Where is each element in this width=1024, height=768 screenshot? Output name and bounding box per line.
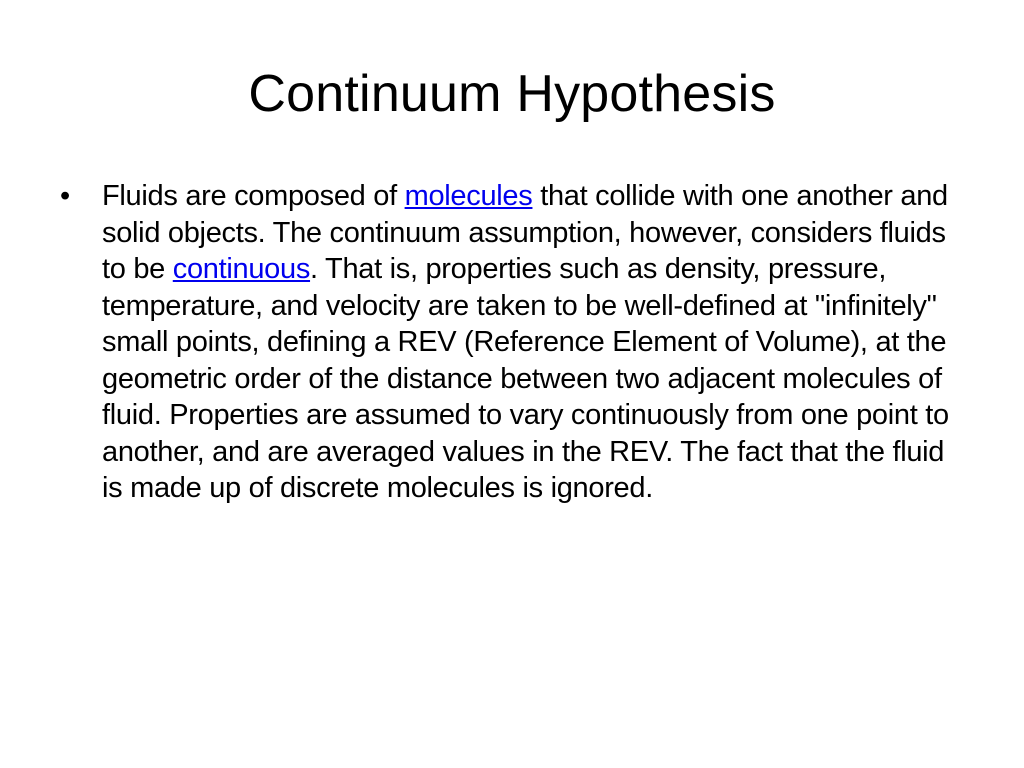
continuous-link[interactable]: continuous <box>172 253 311 285</box>
bullet-text-part1: Fluids are composed of <box>102 180 405 212</box>
bullet-item <box>60 178 968 507</box>
bullet-text-part3: . That is, properties such as density, pressure, temperature, and velocity are taken to be well-defined at "infinitely" small points, defining a REV (Reference Element of Volume), at the geometric order of the distance between two adjacent molecules of fluid. Properties are assumed to vary continuously from one point to another, and are averaged values in the REV. The fact that the fluid is made up of discrete molecules is ignored. <box>102 253 949 504</box>
bullet-text-part2: that collide with one another and solid objects. The continuum assumption, however, considers fluids to be <box>102 180 948 285</box>
molecules-link[interactable]: molecules <box>404 180 533 212</box>
slide-title: Continuum Hypothesis <box>248 65 776 123</box>
bullet-icon: • <box>60 180 70 212</box>
slide-body <box>60 178 968 507</box>
